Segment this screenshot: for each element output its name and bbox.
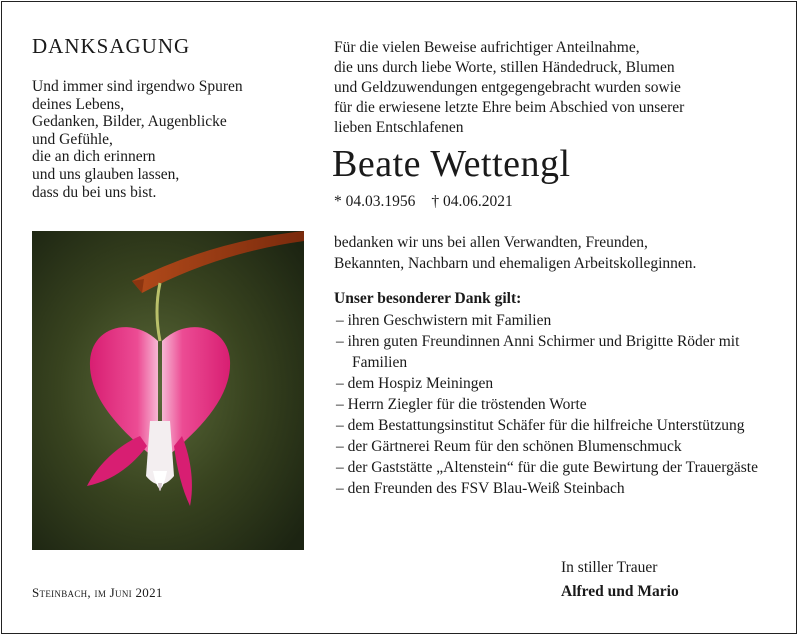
special-thanks-title: Unser besonderer Dank gilt: <box>334 290 522 307</box>
intro-line: die uns durch liebe Worte, stillen Händedruck, Blumen <box>334 59 675 76</box>
list-item: – ihren Geschwistern mit Familien <box>336 310 776 331</box>
list-item: – dem Bestattungsinstitut Schäfer für die hilfreiche Unterstützung <box>336 415 776 436</box>
bleeding-heart-flower-icon <box>32 231 304 550</box>
special-thanks-list <box>336 310 776 499</box>
deceased-name: Beate Wettengl <box>332 143 571 185</box>
flower-photo <box>32 231 304 550</box>
heading: DANKSAGUNG <box>32 34 191 58</box>
poem <box>32 78 243 201</box>
thanks-text <box>334 232 696 274</box>
list-item: – dem Hospiz Meiningen <box>336 373 776 394</box>
mourners-names: Alfred und Mario <box>561 583 679 600</box>
birth-date: * 04.03.1956 <box>334 193 416 210</box>
intro-text <box>334 38 774 138</box>
poem-line: dass du bei uns bist. <box>32 183 157 201</box>
poem-line: und Gefühle, <box>32 130 113 148</box>
intro-line: für die erwiesene letzte Ehre beim Abschied von unserer <box>334 99 685 116</box>
intro-line: lieben Entschlafenen <box>334 119 464 136</box>
place-date: Steinbach, im Juni 2021 <box>32 585 163 600</box>
list-item: – ihren guten Freundinnen Anni Schirmer und Brigitte Röder mit Familien <box>336 331 776 373</box>
poem-line: Und immer sind irgendwo Spuren <box>32 78 243 95</box>
list-item: – der Gärtnerei Reum für den schönen Blumenschmuck <box>336 436 776 457</box>
intro-line: Für die vielen Beweise aufrichtiger Anteilnahme, <box>334 39 640 56</box>
mourning-line: In stiller Trauer <box>561 559 658 576</box>
thanks-line: bedanken wir uns bei allen Verwandten, Freunden, <box>334 234 648 251</box>
list-item: – Herrn Ziegler für die tröstenden Worte <box>336 394 776 415</box>
poem-line: und uns glauben lassen, <box>32 165 180 183</box>
list-item: – der Gaststätte „Altenstein“ für die gute Bewirtung der Trauergäste <box>336 457 776 478</box>
intro-line: und Geldzuwendungen entgegengebracht wurden sowie <box>334 79 681 96</box>
poem-line: deines Lebens, <box>32 95 125 113</box>
poem-line: die an dich erinnern <box>32 148 156 166</box>
poem-line: Gedanken, Bilder, Augenblicke <box>32 113 227 131</box>
list-item: – den Freunden des FSV Blau-Weiß Steinbach <box>336 478 776 499</box>
mourning-signature <box>561 556 679 604</box>
thanks-line: Bekannten, Nachbarn und ehemaligen Arbeitskolleginnen. <box>334 255 697 272</box>
life-dates <box>334 193 513 211</box>
death-date: † 04.06.2021 <box>431 193 513 210</box>
